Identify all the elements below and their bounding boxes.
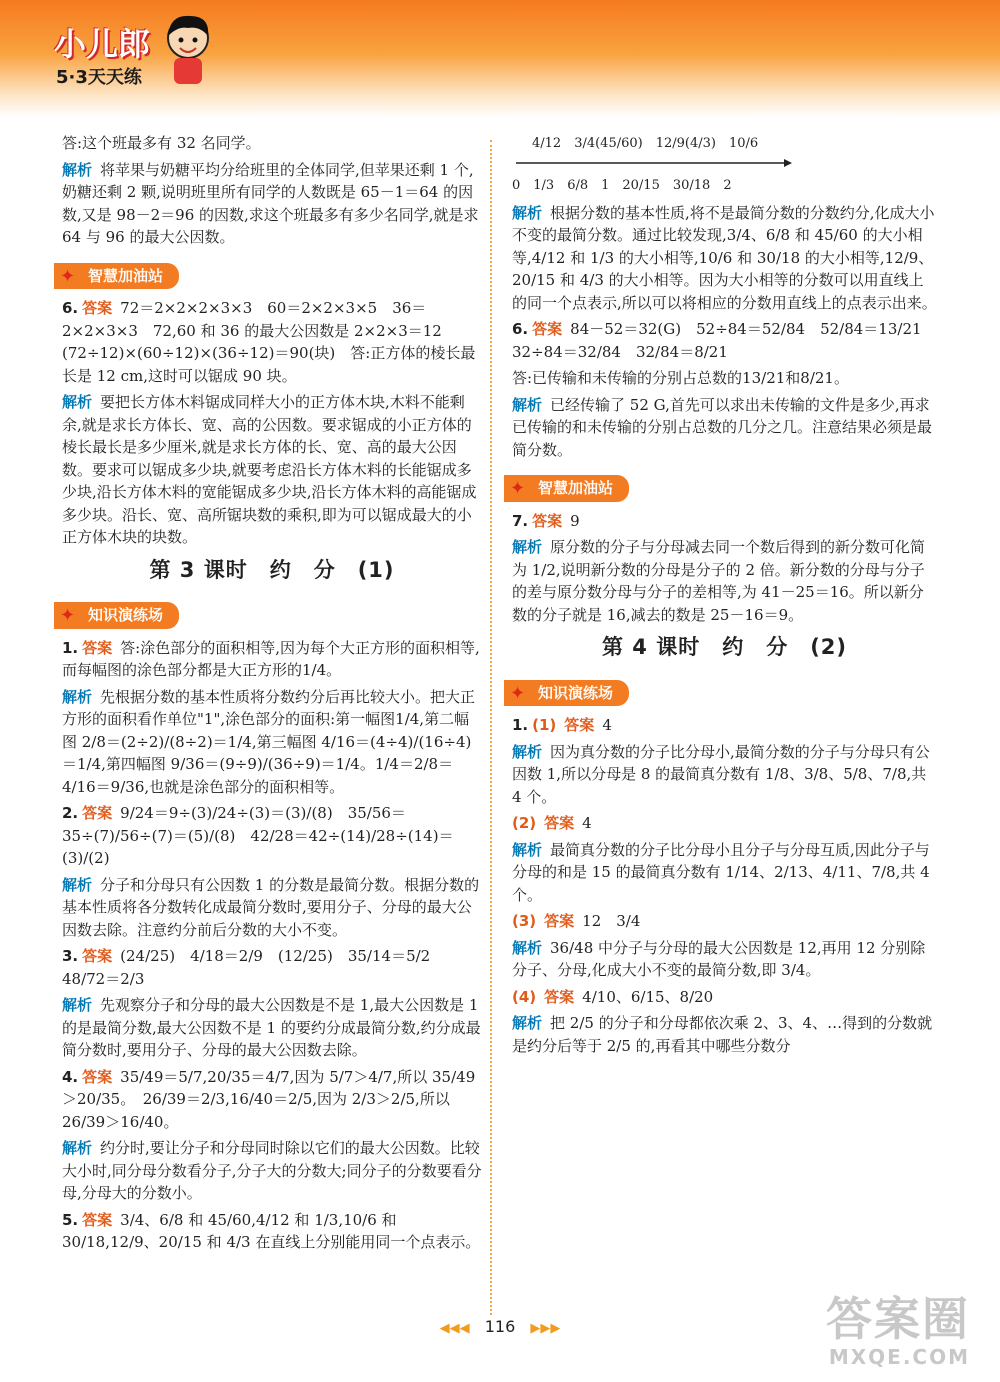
answer-text: 4 — [582, 814, 592, 832]
question-6-analysis — [62, 391, 482, 549]
section-tag-label: 智慧加油站 — [88, 266, 164, 285]
section-tag-practice — [504, 680, 629, 707]
question-5 — [62, 1209, 482, 1254]
question-1-analysis — [62, 686, 482, 799]
answer-label: 答案 — [564, 716, 595, 734]
analysis-text: 分子和分母只有公因数 1 的分数是最简分数。根据分数的基本性质将各分数转化成最简分数时,要用分子、分母的最大公因数去除。注意约分前后分数的大小不变。 — [62, 875, 480, 939]
question-3-analysis — [62, 994, 482, 1062]
answer-line: 答:这个班最多有 32 名同学。 — [62, 134, 261, 152]
answer-label: 答案 — [544, 912, 575, 930]
question-6 — [62, 297, 482, 387]
watermark-text: 答案圈 — [826, 1292, 970, 1346]
answer-label: 答案 — [82, 638, 113, 657]
analysis-label: 解析 — [62, 875, 93, 894]
brand-logo-title: 小儿郎 — [54, 25, 151, 63]
watermark-url: MXQE.COM — [828, 1345, 970, 1369]
analysis-label: 解析 — [62, 996, 93, 1014]
lesson-title: 第 3 课时 约 分 (1) — [149, 557, 395, 582]
analysis-label: 解析 — [512, 538, 543, 556]
question-7 — [512, 510, 937, 533]
analysis-text: 把 2/5 的分子和分母都依次乘 2、3、4、…得到的分数就是约分后等于 2/5 的,再看其中哪些分数分 — [512, 1014, 933, 1055]
left-column — [62, 132, 482, 1258]
question-6-answer-line: 答:已传输和未传输的分别占总数的13/21和8/21。 — [512, 369, 849, 387]
question-number: 5. — [62, 1210, 79, 1229]
analysis-label: 解析 — [62, 393, 93, 411]
answer-text: 84－52＝32(G) 52÷84＝52/84 52/84＝13/21 32÷84＝32/84 32/84＝8/21 — [512, 320, 937, 361]
question-2-analysis — [62, 874, 482, 942]
question-1-part-1 — [512, 714, 937, 737]
subquestion-label: (1) — [532, 716, 557, 734]
answer-text: 4 — [602, 716, 612, 734]
analysis-text: 要把长方体木料锯成同样大小的正方体木块,木料不能剩余,就是求长方体长、宽、高的公因数。要求锯成的小正方体的棱长最长是多少厘米,就是求长方体的长、宽、高的最大公因数。要求可以锯成多少块,就要考虑沿长方体木料的长能锯成多少块,沿长方体木料的宽能锯成多少块,沿长方体木料的高能锯成多少块。沿长、宽、高所锯块数的乘积,即为可以锯成最大的小正方体木块的块数。 — [62, 393, 477, 546]
question-number: 6. — [512, 320, 529, 338]
question-number: 4. — [62, 1067, 79, 1086]
question-6 — [512, 318, 937, 363]
analysis-label: 解析 — [512, 742, 543, 761]
star-icon: ✦ — [510, 682, 526, 704]
analysis-label: 解析 — [62, 1139, 93, 1157]
mascot-boy-icon — [160, 8, 216, 88]
analysis-text: 约分时,要让分子和分母同时除以它们的最大公因数。比较大小时,同分母分数看分子,分子大的分数大;同分子的分数要看分母,分母大的分数小。 — [62, 1139, 482, 1202]
analysis-label: 解析 — [512, 1014, 543, 1032]
analysis-text: 36/48 中分子与分母的最大公因数是 12,再用 12 分别除分子、分母,化成大小不变的最简分数,即 3/4。 — [512, 938, 926, 979]
analysis-label: 解析 — [512, 203, 543, 222]
answer-text: 35/49＝5/7,20/35＝4/7,因为 5/7＞4/7,所以 35/49＞20/35。 26/39＝2/3,16/40＝2/5,因为 2/3＞2/5,所以 26/39＞16/40。 — [62, 1067, 476, 1131]
section-tag-practice — [54, 602, 179, 629]
question-number: 1. — [62, 638, 79, 657]
part-2-analysis — [512, 839, 937, 907]
column-divider — [490, 140, 492, 1315]
question-6-analysis — [512, 394, 937, 462]
answer-label: 答案 — [82, 1067, 113, 1086]
section-tag-label: 知识演练场 — [538, 683, 614, 702]
arrows-right-icon: ▶▶▶ — [530, 1321, 561, 1336]
analysis-label: 解析 — [512, 938, 543, 957]
answer-text: 9 — [570, 511, 580, 530]
analysis-label: 解析 — [512, 840, 543, 859]
part-1-analysis — [512, 741, 937, 809]
analysis-text: 已经传输了 52 G,首先可以求出未传输的文件是多少,再求已传输的和未传输的分别占总数的几分之几。注意结果必须是最简分数。 — [512, 395, 933, 459]
watermark-logo — [826, 1292, 970, 1372]
answer-text: 4/10、6/15、8/20 — [582, 987, 714, 1006]
answer-label: 答案 — [82, 299, 113, 317]
answer-label: 答案 — [532, 320, 563, 338]
subquestion-label: (3) — [512, 912, 537, 930]
question-1-part-2 — [512, 812, 937, 835]
arrows-left-icon: ◀◀◀ — [439, 1321, 470, 1336]
answer-text: 答:涂色部分的面积相等,因为每个大正方形的面积相等,而每幅图的涂色部分都是大正方形的1/4。 — [62, 638, 480, 679]
question-1-part-4 — [512, 986, 937, 1009]
right-column — [512, 132, 937, 1061]
question-4 — [62, 1066, 482, 1134]
question-3 — [62, 945, 482, 990]
question-5-analysis — [512, 202, 937, 315]
answer-label: 答案 — [82, 1210, 113, 1229]
number-line-axis — [512, 156, 792, 170]
section-tag-wisdom — [504, 475, 629, 502]
number-line-top-labels: 4/12 3/4(45/60) 12/9(4/3) 10/6 — [532, 136, 759, 151]
question-1-part-3 — [512, 910, 937, 933]
answer-text: 12 3/4 — [582, 912, 641, 930]
analysis-text: 最简真分数的分子比分母小且分子与分母互质,因此分子与分母的和是 15 的最简真分数有 1/14、2/13、4/11、7/8,共 4 个。 — [512, 840, 930, 904]
section-tag-wisdom — [54, 263, 179, 290]
lesson-title: 第 4 课时 约 分 (2) — [601, 635, 848, 659]
star-icon: ✦ — [60, 265, 76, 287]
header-banner — [0, 0, 1000, 118]
section-tag-label: 智慧加油站 — [538, 479, 614, 497]
answer-text: 72＝2×2×2×3×3 60＝2×2×3×5 36＝2×2×3×3 72,60 和 36 的最大公因数是 2×2×3＝12 (72÷12)×(60÷12)×(36÷12)＝90(块) 答:正方体的棱长最长是 12 cm,这时可以锯成 90 块。 — [62, 299, 476, 385]
part-4-analysis — [512, 1012, 937, 1057]
page-number: 116 — [484, 1317, 516, 1336]
answer-label: 答案 — [544, 987, 575, 1006]
answer-text: 9/24＝9÷(3)/24÷(3)＝(3)/(8) 35/56＝35÷(7)/56÷(7)＝(5)/(8) 42/28＝42÷(14)/28÷(14)＝(3)/(2) — [62, 804, 454, 867]
star-icon: ✦ — [510, 478, 526, 499]
question-7-analysis — [512, 536, 937, 626]
answer-label: 答案 — [82, 947, 113, 965]
star-icon: ✦ — [60, 605, 76, 626]
question-number: 7. — [512, 511, 529, 530]
number-line — [512, 134, 937, 196]
analysis-text: 原分数的分子与分母减去同一个数后得到的新分数可化简为 1/2,说明新分数的分母是分子的 2 倍。新分数的分母与分子的差与原分数分母与分子的差相等,为 41－25＝16。所以新分数的分子就是 16,减去的数是 25－16＝9。 — [512, 538, 926, 624]
number-line-bottom-labels: 0 1/3 6/8 1 20/15 30/18 2 — [512, 178, 732, 193]
analysis-paragraph — [62, 159, 482, 249]
analysis-label: 解析 — [62, 687, 93, 706]
question-4-analysis — [62, 1137, 482, 1205]
analysis-text: 根据分数的基本性质,将不是最简分数的分数约分,化成大小不变的最简分数。通过比较发现,3/4、6/8 和 45/60 的大小相等,4/12 和 1/3 的大小相等,10/6 和 30/18 的大小相等,12/9、20/15 和 4/3 的大小相等。因为大小相等的分数可以用直线上的同一个点表示,所以可以将相应的分数用直线上的点表示出来。 — [512, 203, 937, 312]
answer-label: 答案 — [532, 511, 563, 530]
part-3-analysis — [512, 937, 937, 982]
analysis-text: 将苹果与奶糖平均分给班里的全体同学,但苹果还剩 1 个,奶糖还剩 2 颗,说明班里所有同学的人数既是 65－1＝64 的因数,又是 98－2＝96 的因数,求这个班最多有多少名同学,就是求 64 与 96 的最大公因数。 — [62, 160, 479, 246]
subquestion-label: (2) — [512, 814, 537, 832]
subquestion-label: (4) — [512, 987, 537, 1006]
answer-text: 3/4、6/8 和 45/60,4/12 和 1/3,10/6 和 30/18,12/9、20/15 和 4/3 在直线上分别能用同一个点表示。 — [62, 1210, 481, 1251]
answer-label: 答案 — [82, 804, 113, 822]
answer-text: (24/25) 4/18＝2/9 (12/25) 35/14＝5/2 48/72＝2/3 — [62, 947, 446, 988]
answer-label: 答案 — [544, 814, 575, 832]
analysis-label: 解析 — [512, 395, 543, 414]
question-number: 1. — [512, 716, 529, 734]
analysis-text: 先根据分数的基本性质将分数约分后再比较大小。把大正方形的面积看作单位"1",涂色部分的面积:第一幅图1/4,第二幅图 2/8＝(2÷2)/(8÷2)＝1/4,第三幅图 4/16＝(4÷4)/(16÷4)＝1/4,第四幅图 9/36＝(9÷9)/(36÷9)＝1/4。1/4＝2/8＝4/16＝9/36,也就是涂色部分的面积相等。 — [62, 687, 476, 796]
question-1 — [62, 637, 482, 682]
analysis-text: 先观察分子和分母的最大公因数是不是 1,最大公因数是 1 的是最简分数,最大公因数不是 1 的要约分成最简分数,约分成最简分数时,要用分子、分母的最大公因数去除。 — [62, 996, 481, 1059]
question-2 — [62, 802, 482, 870]
analysis-text: 因为真分数的分子比分母小,最简分数的分子与分母只有公因数 1,所以分母是 8 的最简真分数有 1/8、3/8、5/8、7/8,共 4 个。 — [512, 742, 930, 806]
section-tag-label: 知识演练场 — [88, 606, 164, 624]
analysis-label: 解析 — [62, 160, 93, 179]
question-number: 3. — [62, 947, 79, 965]
question-number: 6. — [62, 299, 79, 317]
question-number: 2. — [62, 804, 79, 822]
brand-logo-subtitle: 5·3天天练 — [56, 67, 142, 88]
